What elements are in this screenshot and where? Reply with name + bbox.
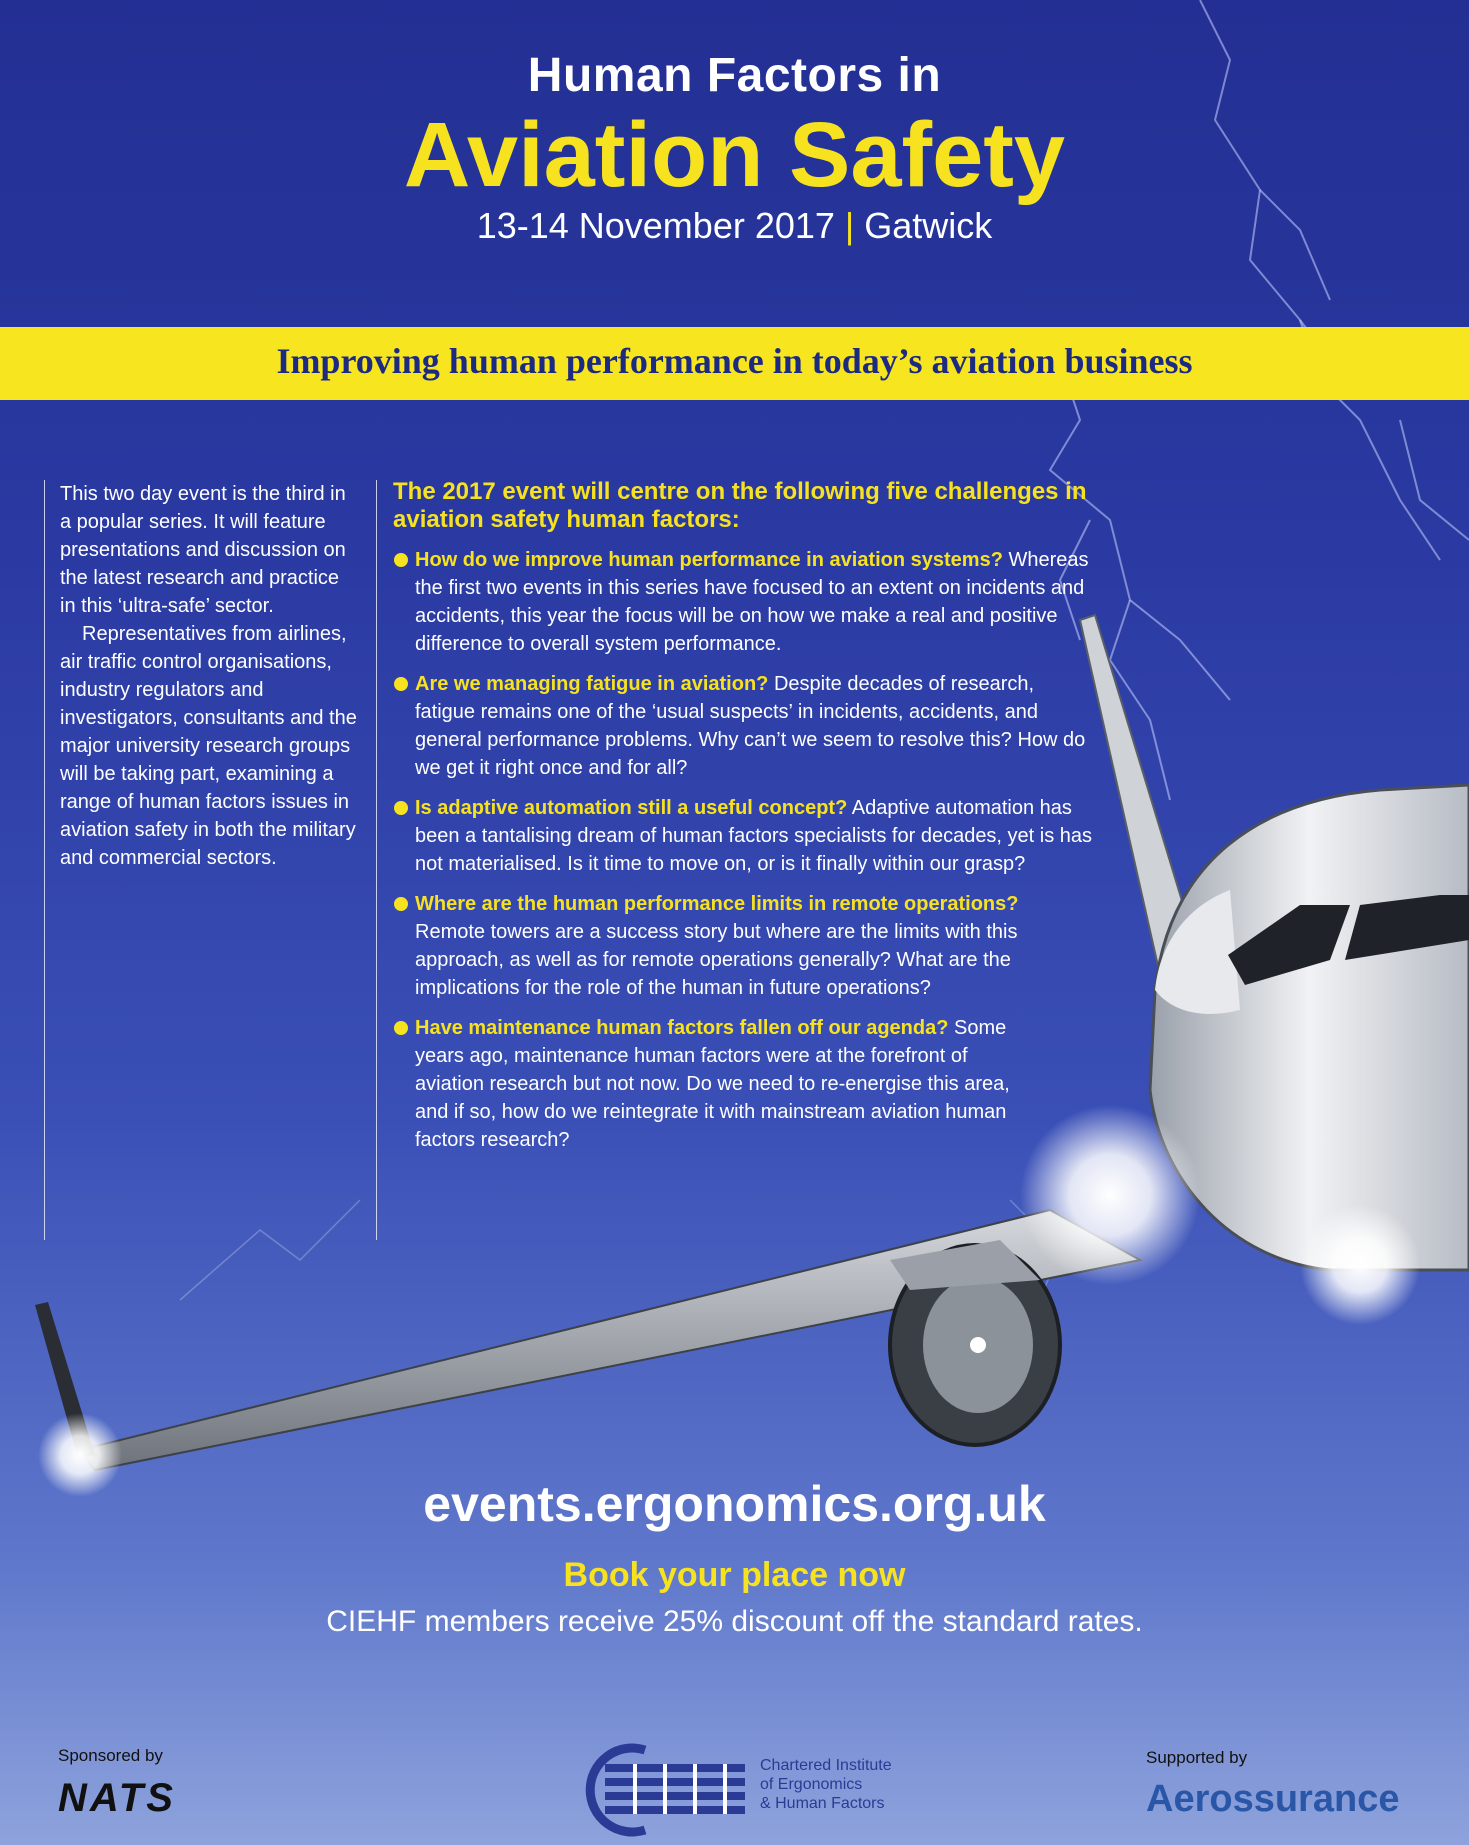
left-column-text xyxy=(60,480,360,872)
bullet-dot-icon xyxy=(394,1021,408,1035)
main-column-rule xyxy=(376,480,377,1240)
participants-paragraph: Representatives from airlines, air traffic control organisations, industry regulators and investigators, consultants and the major university research groups will be taking part, examining a range of human factors issues in aviation safety in both the military and commercial sectors. xyxy=(60,623,357,869)
challenge-question: Where are the human performance limits in remote operations? xyxy=(415,893,1019,915)
challenge-item xyxy=(393,1014,1015,1154)
challenge-question: Is adaptive automation still a useful concept? xyxy=(415,797,848,819)
bullet-dot-icon xyxy=(394,677,408,691)
intro-paragraph: This two day event is the third in a popular series. It will feature presentations and discussion on the latest research and practice in this ‘ultra-safe’ sector. xyxy=(60,483,346,617)
nats-logo: NATS xyxy=(58,1776,176,1820)
discount-note: CIEHF members receive 25% discount off the standard rates. xyxy=(326,1605,1143,1638)
bullet-dot-icon xyxy=(394,897,408,911)
left-column-rule xyxy=(44,480,45,1240)
ciehf-name-line: of Ergonomics xyxy=(760,1776,863,1793)
challenge-question: Have maintenance human factors fallen off our agenda? xyxy=(415,1017,949,1039)
date-separator: | xyxy=(844,205,855,246)
challenge-question: Are we managing fatigue in aviation? xyxy=(415,673,769,695)
event-dateline xyxy=(0,205,1469,247)
bullet-dot-icon xyxy=(394,553,408,567)
challenges-intro: The 2017 event will centre on the following five challenges in aviation safety human factors: xyxy=(393,478,1087,533)
challenge-body: Some years ago, maintenance human factors were at the forefront of aviation research but not now. Do we need to re-energise this area, and if so, how do we reintegrate it with mainstream aviation human factors research? xyxy=(415,1017,1010,1151)
challenge-body: Adaptive automation has been a tantalising dream of human factors specialists for decades, yet is has not materialised. Is it time to move on, or is it finally within our grasp? xyxy=(415,797,1093,875)
event-url-link[interactable]: events.ergonomics.org.uk xyxy=(423,1476,1046,1532)
challenges-section xyxy=(393,478,1093,1166)
title-line2: Aviation Safety xyxy=(403,104,1066,206)
title-line1: Human Factors in xyxy=(527,49,942,102)
sponsored-by-label: Sponsored by xyxy=(58,1746,163,1765)
ciehf-logo-icon xyxy=(575,1742,755,1837)
challenge-item xyxy=(393,794,1093,878)
ciehf-name-line: Chartered Institute xyxy=(760,1757,892,1774)
challenge-body: Despite decades of research, fatigue remains one of the ‘usual suspects’ in incidents, accidents, and general performance problems. Why can’t we seem to resolve this? How do we get it right once and for all? xyxy=(415,673,1086,779)
supported-by-label: Supported by xyxy=(1146,1748,1248,1767)
ciehf-name-line: & Human Factors xyxy=(760,1795,885,1812)
event-date: 13-14 November 2017 xyxy=(476,205,835,246)
challenge-item xyxy=(393,890,1093,1002)
event-location: Gatwick xyxy=(864,205,993,246)
challenge-body: Whereas the first two events in this series have focused to an extent on incidents and accidents, this year the focus will be on how we make a real and positive difference to overall system performance. xyxy=(415,549,1089,655)
challenge-question: How do we improve human performance in aviation systems? xyxy=(415,549,1003,571)
challenge-item xyxy=(393,546,1093,658)
bullet-dot-icon xyxy=(394,801,408,815)
aerossurance-logo: Aerossurance xyxy=(1146,1778,1400,1820)
book-now-link[interactable]: Book your place now xyxy=(563,1556,906,1594)
tagline-text: Improving human performance in today’s aviation business xyxy=(276,341,1193,381)
challenge-body: Remote towers are a success story but where are the limits with this approach, as well as for remote operations generally? What are the implications for the role of the human in future operations? xyxy=(415,921,1018,999)
challenge-item xyxy=(393,670,1093,782)
ciehf-name xyxy=(760,1756,892,1813)
